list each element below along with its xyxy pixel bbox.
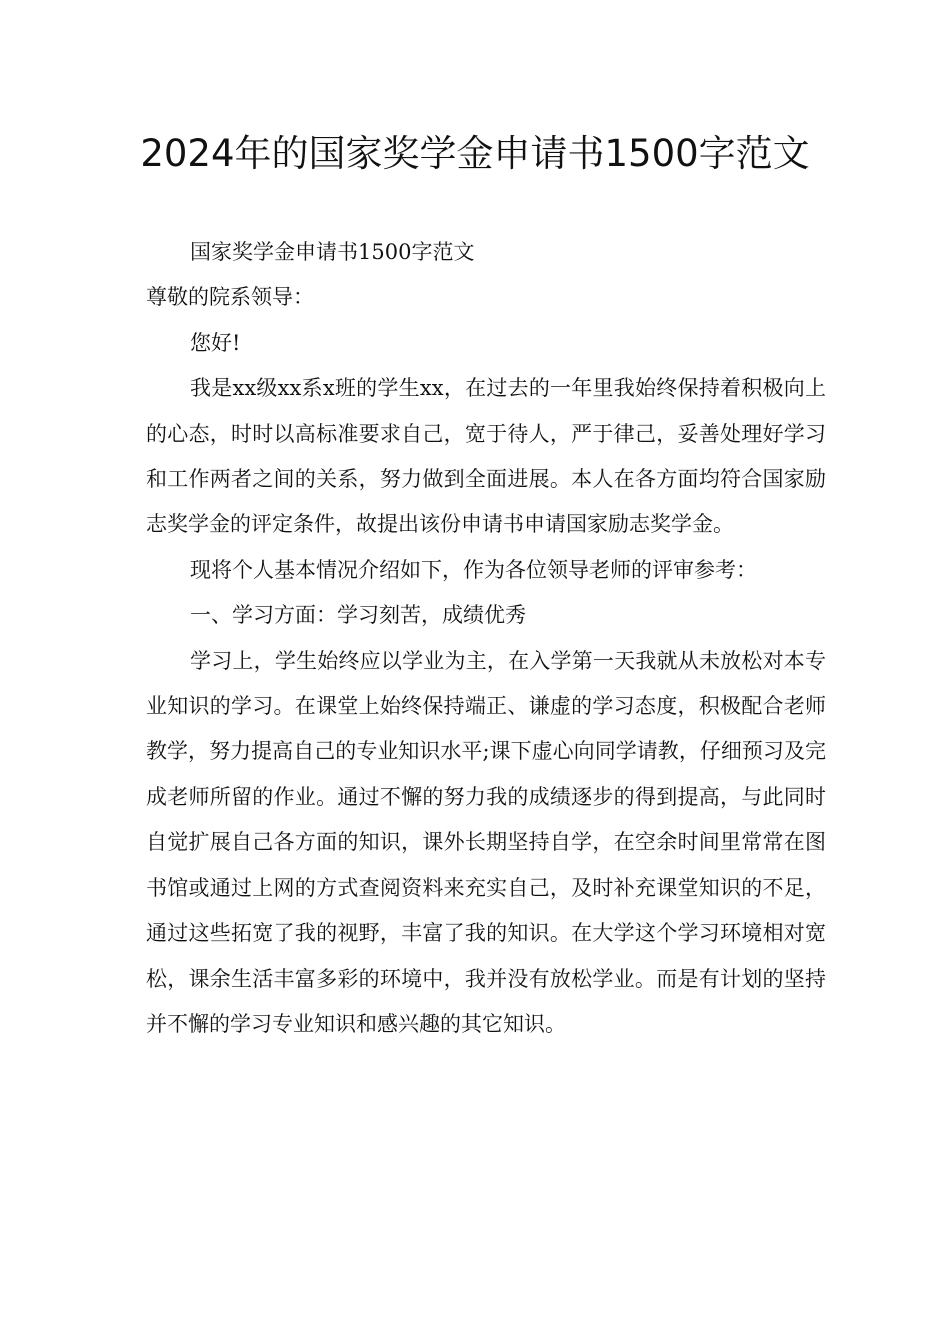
paragraph-salutation: 尊敬的院系领导： [146,285,314,310]
document-body [146,230,826,1047]
paragraph-study: 学习上，学生始终应以学业为主，在入学第一天我就从未放松对本专业知识的学习。在课堂上始终保持端正、谦虚的学习态度，积极配合老师教学，努力提高自己的专业知识水平;课下虚心向同学请教，仔细预习及完成老师所留的作业。通过不懈的努力我的成绩逐步的得到提高，与此同时自觉扩展自己各方面的知识，课外长期坚持自学，在空余时间里常常在图书馆或通过上网的方式查阅资料来充实自己，及时补充课堂知识的不足，通过这些拓宽了我的视野，丰富了我的知识。在大学这个学习环境相对宽松，课余生活丰富多彩的环境中，我并没有放松学业。而是有计划的坚持并不懈的学习专业知识和感兴趣的其它知识。 [146,648,826,1036]
section-heading-study: 一、学习方面：学习刻苦，成绩优秀 [190,603,526,628]
paragraph-introduction: 我是xx级xx系x班的学生xx，在过去的一年里我始终保持着积极向上的心态，时时以高标准要求自己，宽于待人，严于律己，妥善处理好学习和工作两者之间的关系，努力做到全面进展。本人在各方面均符合国家励志奖学金的评定条件，故提出该份申请书申请国家励志奖学金。 [146,376,826,537]
document-title: 2024年的国家奖学金申请书1500字范文 [140,132,810,175]
paragraph-greeting: 您好! [190,330,241,355]
paragraph-subtitle: 国家奖学金申请书1500字范文 [190,240,475,264]
paragraph-overview: 现将个人基本情况介绍如下，作为各位领导老师的评审参考： [190,557,757,582]
